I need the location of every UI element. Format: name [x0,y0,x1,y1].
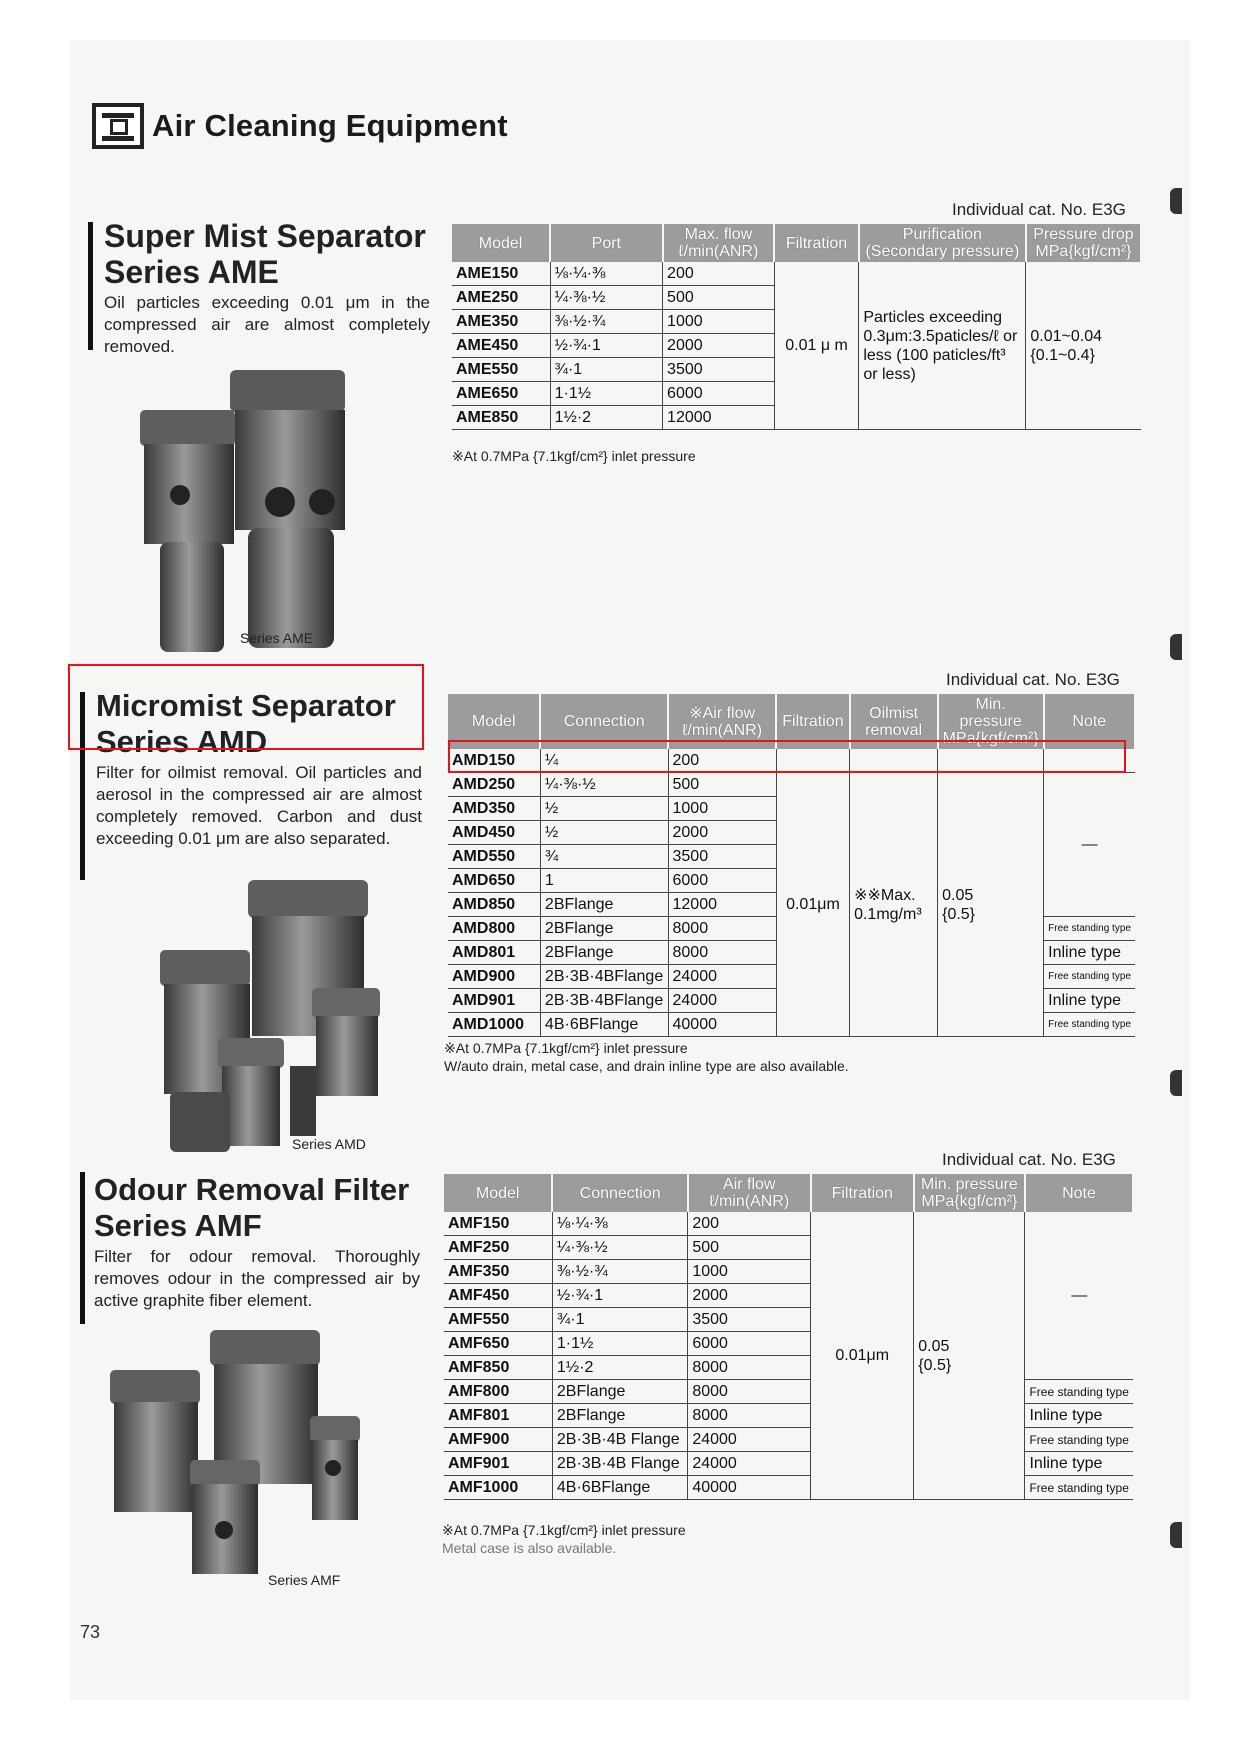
amf-footnote-2: Metal case is also available. [442,1540,617,1556]
flow-cell: 2000 [668,821,776,845]
flow-cell: 12000 [663,406,775,430]
amf-header-2: Air flow ℓ/min(ANR) [688,1174,811,1212]
ame-header-0: Model [452,224,550,262]
flow-cell: 40000 [668,1013,776,1037]
flow-cell: 200 [668,749,776,773]
connection-cell: 2BFlange [552,1404,687,1428]
model-cell: AMD800 [448,917,540,941]
note-cell: Inline type [1044,941,1135,965]
equipment-icon [92,103,144,149]
amd-header-2: ※Air flow ℓ/min(ANR) [668,694,776,749]
flow-cell: 40000 [688,1476,811,1500]
amd-header-1: Connection [540,694,668,749]
note-cell: Inline type [1025,1452,1133,1476]
connection-cell: 2BFlange [540,917,668,941]
pressure-drop-value: {0.1~0.4} [1030,346,1095,364]
flow-cell: 500 [688,1236,811,1260]
amd-title-line2: Series AMD [96,724,268,759]
model-cell: AMD450 [448,821,540,845]
flow-cell: 24000 [688,1452,811,1476]
model-cell: AMF850 [444,1356,552,1380]
flow-cell: 8000 [668,941,776,965]
connection-cell: 2B·3B·4B Flange [552,1428,687,1452]
flow-cell: 2000 [663,334,775,358]
flow-cell: 3500 [668,845,776,869]
port-cell: ½·¾·1 [550,334,662,358]
index-tab [1170,634,1182,660]
page-title: Air Cleaning Equipment [152,108,508,143]
flow-cell: 8000 [688,1356,811,1380]
amf-title [94,1172,409,1244]
note-cell: — [1025,1212,1133,1380]
amf-photo-caption: Series AMF [268,1572,341,1588]
port-cell: ⅜·½·¾ [550,310,662,334]
amd-photo-caption: Series AMD [292,1136,366,1152]
flow-cell: 1000 [688,1260,811,1284]
model-cell: AMF550 [444,1308,552,1332]
flow-cell: 3500 [688,1308,811,1332]
amf-header-5: Note [1025,1174,1133,1212]
amf-catalog-number: Individual cat. No. E3G [942,1150,1116,1169]
port-cell: ¼·⅜·½ [550,286,662,310]
note-cell: Free standing type [1044,965,1135,989]
port-cell: ¾·1 [550,358,662,382]
flow-cell: 200 [688,1212,811,1236]
table-row [444,1212,1133,1236]
filtration-cell: 0.01μm [811,1212,914,1500]
amf-header-3: Filtration [811,1174,914,1212]
model-cell: AMF350 [444,1260,552,1284]
amf-description: Filter for odour removal. Thoroughly removes odour in the compressed air by active graphite fiber element. [94,1247,420,1310]
index-tab [1170,1522,1182,1548]
flow-cell: 24000 [668,989,776,1013]
connection-cell: ¼·⅜·½ [552,1236,687,1260]
table-row [444,1476,1133,1500]
model-cell: AMF1000 [444,1476,552,1500]
note-cell: Free standing type [1044,1013,1135,1037]
ame-catalog-number: Individual cat. No. E3G [952,200,1126,219]
connection-cell: ¼·⅜·½ [540,773,668,797]
table-row [448,773,1135,797]
connection-cell: ½ [540,797,668,821]
index-tab [1170,1070,1182,1096]
amf-title-line2: Series AMF [94,1208,262,1243]
ame-product-photo [130,360,370,660]
connection-cell: 2B·3B·4BFlange [540,965,668,989]
model-cell: AMF901 [444,1452,552,1476]
flow-cell: 1000 [668,797,776,821]
oilmist-cell: ※※Max. 0.1mg/m³ [850,773,938,1037]
note-cell: Free standing type [1044,917,1135,941]
connection-cell: 2BFlange [540,893,668,917]
connection-cell: 2BFlange [552,1380,687,1404]
ame-description: Oil particles exceeding 0.01 μm in the compressed air are almost completely removed. [104,293,430,356]
flow-cell: 8000 [668,917,776,941]
flow-cell: 8000 [688,1404,811,1428]
connection-cell: 1 [540,869,668,893]
ame-header-1: Port [550,224,662,262]
model-cell: AME350 [452,310,550,334]
amd-header-3: Filtration [776,694,849,749]
flow-cell: 24000 [668,965,776,989]
flow-cell: 500 [663,286,775,310]
amf-spec-table [444,1174,1134,1500]
table-row [452,262,1141,286]
connection-cell: 1·1½ [552,1332,687,1356]
flow-cell: 500 [668,773,776,797]
pressure-drop-cell [1026,262,1141,430]
section-marker [88,222,93,350]
note-cell: Free standing type [1025,1380,1133,1404]
amd-header-5: Min. pressure MPa{kgf/cm²} [938,694,1044,749]
amd150-row-highlight [448,740,1126,773]
ame-title-line1: Super Mist Separator [104,218,426,254]
flow-cell: 8000 [688,1380,811,1404]
amf-product-photo [100,1320,360,1600]
connection-cell: 4B·6BFlange [552,1476,687,1500]
table-row [444,1380,1133,1404]
flow-cell: 6000 [688,1332,811,1356]
amd-header-0: Model [448,694,540,749]
model-cell: AMD850 [448,893,540,917]
amd-title-highlight [68,664,424,750]
section-marker [80,1172,85,1324]
ame-header-5: Pressure drop MPa{kgf/cm²} [1026,224,1141,262]
model-cell: AME450 [452,334,550,358]
model-cell: AMD150 [448,749,540,773]
min-pressure-value: 0.05 [918,1337,950,1355]
amd-footnote-1: ※At 0.7MPa {7.1kgf/cm²} inlet pressure [444,1040,688,1056]
flow-cell: 2000 [688,1284,811,1308]
amf-header-0: Model [444,1174,552,1212]
model-cell: AMF900 [444,1428,552,1452]
model-cell: AME650 [452,382,550,406]
min-pressure-value: {0.5} [942,905,976,923]
index-tab [1170,188,1182,214]
model-cell: AME150 [452,262,550,286]
ame-title-line2: Series AME [104,254,279,290]
connection-cell: 1½·2 [552,1356,687,1380]
model-cell: AMD350 [448,797,540,821]
model-cell: AMD550 [448,845,540,869]
table-row [444,1452,1133,1476]
connection-cell: ¾ [540,845,668,869]
amd-description: Filter for oilmist removal. Oil particles and aerosol in the compressed air are almost completely removed. Carbon and dust exceeding 0.01 μm are also separated. [96,763,422,848]
flow-cell: 200 [663,262,775,286]
amf-header-1: Connection [552,1174,687,1212]
model-cell: AMF450 [444,1284,552,1308]
amd-title-line1: Micromist Separator [96,688,396,723]
port-cell: 1·1½ [550,382,662,406]
amf-title-line1: Odour Removal Filter [94,1172,410,1207]
table-row [444,1428,1133,1452]
min-pressure-cell [914,1212,1025,1500]
connection-cell: 2B·3B·4B Flange [552,1452,687,1476]
min-pressure-value: {0.5} [918,1356,952,1374]
model-cell: AMD900 [448,965,540,989]
model-cell: AME550 [452,358,550,382]
note-cell: Free standing type [1025,1428,1133,1452]
amd-product-photo [140,870,390,1170]
amd-header-4: Oilmist removal [850,694,938,749]
note-cell: Free standing type [1025,1476,1133,1500]
amd-footnote-2: W/auto drain, metal case, and drain inline type are also available. [444,1058,849,1074]
ame-footnote: ※At 0.7MPa {7.1kgf/cm²} inlet pressure [452,448,696,464]
table-row [444,1404,1133,1428]
ame-photo-caption: Series AME [240,630,314,646]
page-number: 73 [80,1622,101,1642]
flow-cell: 6000 [663,382,775,406]
connection-cell: ¼ [540,749,668,773]
model-cell: AMF250 [444,1236,552,1260]
ame-title [104,218,426,290]
connection-cell: ½ [540,821,668,845]
port-cell: ⅛·¼·⅜ [550,262,662,286]
flow-cell: 12000 [668,893,776,917]
model-cell: AMD250 [448,773,540,797]
amf-footnote-1: ※At 0.7MPa {7.1kgf/cm²} inlet pressure [442,1522,686,1538]
ame-header-4: Purification (Secondary pressure) [859,224,1026,262]
min-pressure-value: 0.05 [942,886,974,904]
model-cell: AMF801 [444,1404,552,1428]
connection-cell: 2BFlange [540,941,668,965]
model-cell: AMF800 [444,1380,552,1404]
connection-cell: 4B·6BFlange [540,1013,668,1037]
model-cell: AME850 [452,406,550,430]
connection-cell: ⅜·½·¾ [552,1260,687,1284]
connection-cell: ¾·1 [552,1308,687,1332]
filtration-cell: 0.01 μ m [774,262,859,430]
model-cell: AMD650 [448,869,540,893]
model-cell: AMD901 [448,989,540,1013]
model-cell: AMF150 [444,1212,552,1236]
pressure-drop-value: 0.01~0.04 [1030,327,1103,345]
model-cell: AME250 [452,286,550,310]
model-cell: AMF650 [444,1332,552,1356]
amd-header-6: Note [1044,694,1135,749]
min-pressure-cell [938,773,1044,1037]
port-cell: 1½·2 [550,406,662,430]
connection-cell: ⅛·¼·⅜ [552,1212,687,1236]
connection-cell: 2B·3B·4BFlange [540,989,668,1013]
filtration-cell: 0.01μm [776,773,849,1037]
amf-header-4: Min. pressure MPa{kgf/cm²} [914,1174,1025,1212]
model-cell: AMD801 [448,941,540,965]
flow-cell: 6000 [668,869,776,893]
purification-cell: Particles exceeding 0.3μm:3.5paticles/ℓ or less (100 paticles/ft³ or less) [859,262,1026,430]
model-cell: AMD1000 [448,1013,540,1037]
amd-catalog-number: Individual cat. No. E3G [946,670,1120,689]
flow-cell: 1000 [663,310,775,334]
flow-cell: 24000 [688,1428,811,1452]
flow-cell: 3500 [663,358,775,382]
ame-spec-table [452,224,1142,430]
note-cell: Inline type [1025,1404,1133,1428]
connection-cell: ½·¾·1 [552,1284,687,1308]
note-cell: Inline type [1044,989,1135,1013]
ame-header-3: Filtration [774,224,859,262]
ame-header-2: Max. flow ℓ/min(ANR) [663,224,775,262]
note-cell: — [1044,773,1135,917]
